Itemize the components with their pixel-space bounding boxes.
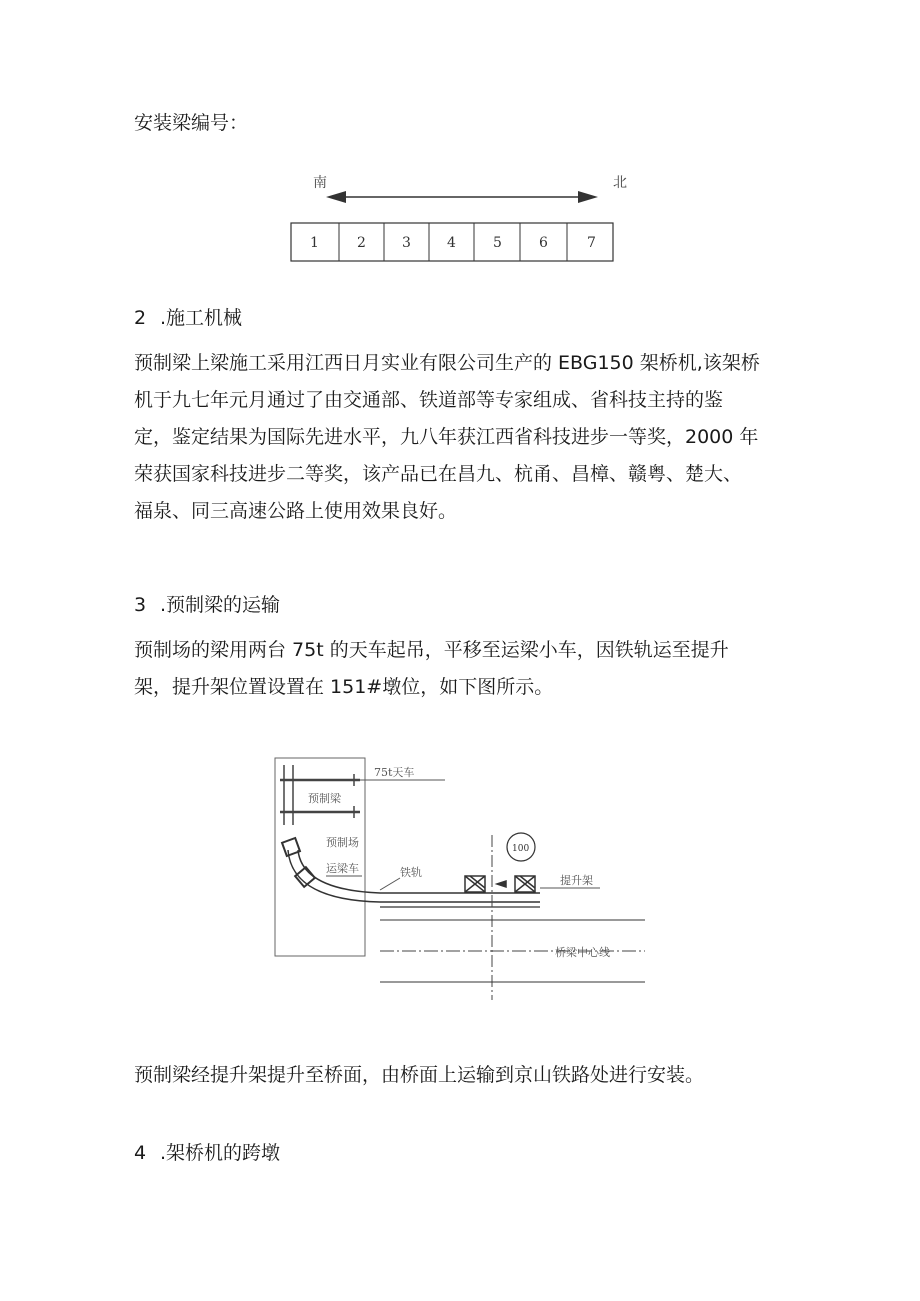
section-4-number: 4: [134, 1142, 147, 1164]
rail-label: 铁轨: [400, 866, 422, 879]
pier-number: 100: [512, 844, 530, 854]
transport-cart: [282, 838, 315, 887]
bridge-centerline-label: 桥梁中心线: [555, 946, 610, 959]
beam-cell: 1: [310, 235, 319, 251]
south-north-arrow: [326, 191, 598, 203]
precast-beam-label: 预制梁: [308, 792, 341, 805]
beam-numbering-title: 安装梁编号：: [134, 112, 249, 134]
section-3-heading: [134, 590, 280, 617]
body-line: 架，提升架位置设置在 151#墩位，如下图所示。: [134, 676, 554, 698]
crane-label: 75t天车: [374, 766, 415, 779]
transport-layout-diagram: [270, 750, 650, 1010]
north-label: 北: [613, 175, 627, 191]
south-label: 南: [313, 175, 327, 191]
section-2-title: .施工机械: [160, 307, 243, 329]
lifting-frame: [465, 876, 535, 892]
body-line: 定，鉴定结果为国际先进水平，九八年获江西省科技进步一等奖，2000 年: [134, 426, 759, 448]
beam-cell: 5: [493, 235, 502, 251]
beam-cell: 6: [539, 235, 548, 251]
transport-cart-label: 运梁车: [326, 862, 359, 875]
body-line: 福泉、同三高速公路上使用效果良好。: [134, 500, 458, 522]
beam-cell: 7: [587, 235, 596, 251]
beam-numbering-diagram: [280, 165, 640, 270]
beam-cell: 3: [402, 235, 411, 251]
body-line: 预制场的梁用两台 75t 的天车起吊，平移至运梁小车，因铁轨运至提升: [134, 639, 729, 661]
beam-cells: [291, 223, 613, 261]
body-line: 荣获国家科技进步二等奖，该产品已在昌九、杭甬、昌樟、赣粤、楚大、: [134, 463, 743, 485]
section-3-number: 3: [134, 594, 147, 616]
beam-cell: 2: [357, 235, 366, 251]
section-3-body: [134, 632, 794, 706]
section-4-title: .架桥机的跨墩: [160, 1142, 281, 1164]
lifting-frame-label: 提升架: [560, 874, 593, 887]
section-2-heading: [134, 303, 242, 330]
section-3-title: .预制梁的运输: [160, 594, 281, 616]
beam-cell: 4: [447, 235, 456, 251]
body-line: 预制梁上梁施工采用江西日月实业有限公司生产的 EBG150 架桥机,该架桥: [134, 352, 760, 374]
precast-yard-label: 预制场: [326, 836, 359, 849]
section-2-number: 2: [134, 307, 147, 329]
after-diagram-text: 预制梁经提升架提升至桥面，由桥面上运输到京山铁路处进行安装。: [134, 1064, 705, 1086]
body-line: 机于九七年元月通过了由交通部、铁道部等专家组成、省科技主持的鉴: [134, 389, 724, 411]
section-4-heading: [134, 1138, 280, 1165]
section-2-body: [134, 345, 794, 530]
